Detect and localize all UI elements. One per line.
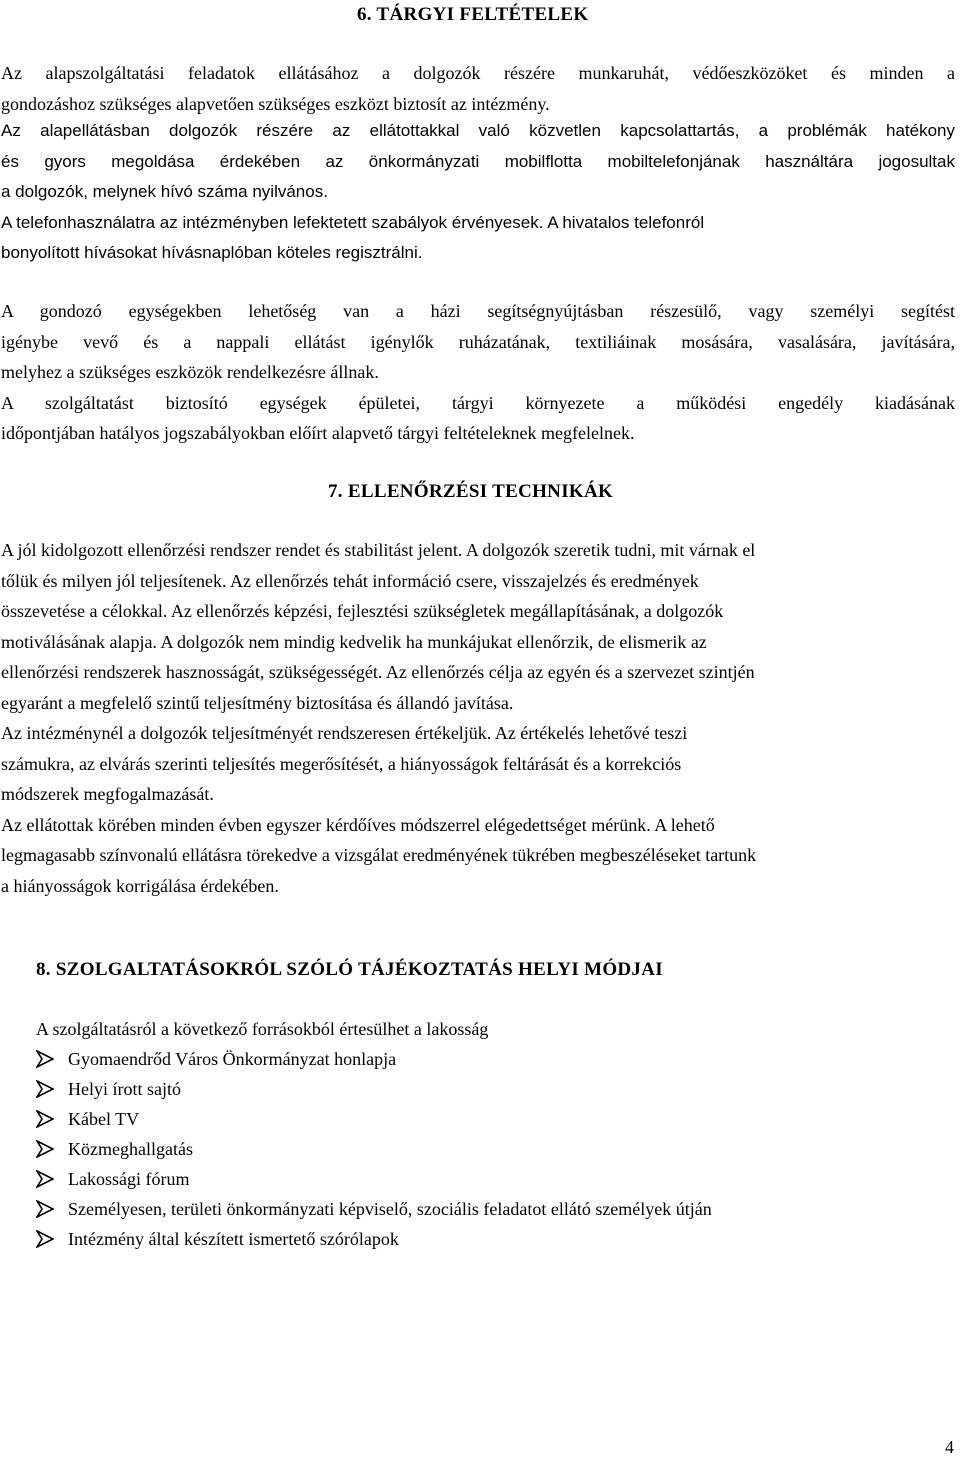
text-line: bonyolított hívásokat hívásnaplóban köteles regisztrálni.: [1, 243, 423, 262]
text-line: módszerek megfogalmazását.: [1, 784, 214, 804]
section-8-intro: A szolgáltatásról a következő forrásokból értesülhet a lakosság: [36, 1019, 489, 1039]
text-line: egyaránt a megfelelő szintű teljesítmény biztosítása és állandó javítása.: [1, 692, 514, 713]
list-item-text: Gyomaendrőd Város Önkormányzat honlapja: [68, 1049, 397, 1069]
list-item: [36, 1134, 712, 1164]
arrowhead-bullet-icon: [36, 1140, 54, 1158]
arrowhead-bullet-icon: [36, 1200, 54, 1218]
text-line: tőlük és milyen jól teljesítenek. Az ellenőrzés tehát információ csere, visszajelzés és eredmények: [1, 570, 699, 591]
section-7-title: 7. ELLENŐRZÉSI TECHNIKÁK: [328, 481, 614, 502]
text-line: ellenőrzési rendszerek hasznosságát, szükségességét. Az ellenőrzés célja az egyén és a szervezet szintjén: [1, 662, 755, 682]
text-line: Az alapszolgáltatási feladatok ellátásához a dolgozók részére munkaruhát, védőeszközöket és minden a: [1, 63, 955, 83]
page-number: 4: [945, 1437, 954, 1457]
text-line: és gyors megoldása érdekében az önkormányzati mobilflotta mobiltelefonjának használtára jogosultak: [1, 151, 955, 171]
list-item-text: Lakossági fórum: [68, 1169, 190, 1189]
text-line: Az intézménynél a dolgozók teljesítményét rendszeresen értékeljük. Az értékelés lehetővé teszi: [1, 723, 688, 743]
list-item: [36, 1044, 712, 1074]
section-8-title: 8. SZOLGALTATÁSOKRÓL SZÓLÓ TÁJÉKOZTATÁS HELYI MÓDJAI: [36, 959, 663, 980]
text-line: igénybe vevő és a nappali ellátást igénylők ruházatának, textiliáinak mosására, vasalására, javítására,: [1, 331, 955, 352]
text-line: összevetése a célokkal. Az ellenőrzés képzési, fejlesztési szükségletek megállapításának, a dolgozók: [1, 601, 724, 621]
text-line: A szolgáltatást biztosító egységek épületei, tárgyi környezete a működési engedély kiadásának: [1, 392, 955, 413]
list-item-text: Intézmény által készített ismertető szórólapok: [68, 1229, 399, 1249]
text-line: számukra, az elvárás szerinti teljesítés megerősítését, a hiányosságok feltárását és a korrekciós: [1, 753, 682, 774]
list-item: [36, 1194, 712, 1224]
list-item-text: Személyesen, területi önkormányzati képviselő, szociális feladatot ellátó személyek útján: [68, 1199, 712, 1219]
list-item-text: Közmeghallgatás: [68, 1139, 193, 1159]
section-6-paragraph-2: [1, 116, 955, 269]
section-6-paragraph-3: [1, 296, 955, 449]
arrowhead-bullet-icon: [36, 1110, 54, 1128]
text-line: gondozáshoz szükséges alapvetően szükséges eszközt biztosít az intézmény.: [1, 93, 550, 114]
text-line: a dolgozók, melynek hívó száma nyilvános.: [1, 182, 328, 201]
text-line: a hiányosságok korrigálása érdekében.: [1, 875, 279, 896]
arrowhead-bullet-icon: [36, 1230, 54, 1248]
list-item: [36, 1104, 712, 1134]
text-line: Az ellátottak körében minden évben egyszer kérdőíves módszerrel elégedettséget mérünk. A lehető: [1, 814, 715, 835]
text-line: A gondozó egységekben lehetőség van a házi segítségnyújtásban részesülő, vagy személyi segítést: [1, 301, 955, 321]
text-line: melyhez a szükséges eszközök rendelkezésre állnak.: [1, 362, 379, 382]
arrowhead-bullet-icon: [36, 1080, 54, 1098]
text-line: legmagasabb színvonalú ellátásra törekedve a vizsgálat eredményének tükrében megbeszéléseket tartunk: [1, 845, 757, 865]
information-sources-list: [36, 1044, 712, 1254]
text-line: Az alapellátásban dolgozók részére az ellátottakkal való közvetlen kapcsolattartás, a problémák hatékony: [1, 121, 955, 140]
arrowhead-bullet-icon: [36, 1050, 54, 1068]
arrowhead-bullet-icon: [36, 1170, 54, 1188]
section-6-paragraph-1: [1, 58, 955, 119]
list-item: [36, 1164, 712, 1194]
list-item-text: Kábel TV: [68, 1109, 140, 1129]
list-item: [36, 1074, 712, 1104]
text-line: időpontjában hatályos jogszabályokban előírt alapvető tárgyi feltételeknek megfelelnek.: [1, 423, 635, 443]
list-item: [36, 1224, 712, 1254]
text-line: A jól kidolgozott ellenőrzési rendszer rendet és stabilitást jelent. A dolgozók szeretik tudni, mit várnak el: [1, 540, 756, 560]
section-7-body: [1, 535, 955, 901]
list-item-text: Helyi írott sajtó: [68, 1079, 181, 1099]
text-line: motiválásának alapja. A dolgozók nem mindig kedvelik ha munkájukat ellenőrzik, de elismerik az: [1, 631, 707, 652]
section-6-title: 6. TÁRGYI FELTÉTELEK: [357, 4, 589, 25]
text-line: A telefonhasználatra az intézményben lefektetett szabályok érvényesek. A hivatalos telefonról: [1, 212, 705, 232]
